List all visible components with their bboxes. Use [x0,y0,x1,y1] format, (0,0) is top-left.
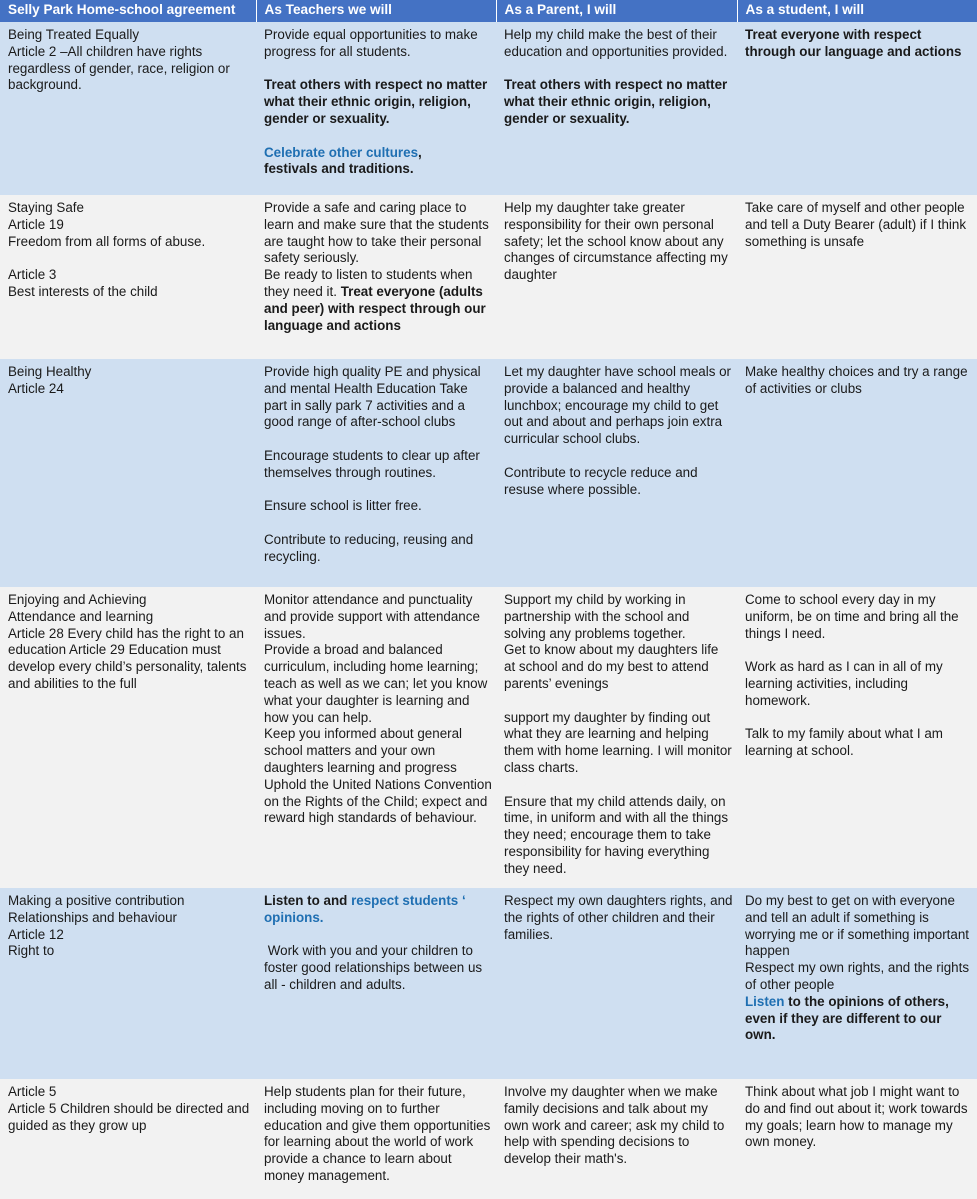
topic-article: Article 24 [8,380,64,396]
cell-teachers [256,888,496,1079]
header-student: As a student, I will [737,0,977,22]
topic-title: Enjoying and Achieving [8,592,147,607]
text: Encourage students to clear up after themselves through routines. [264,447,480,480]
cell-topic [0,1079,256,1197]
cell-topic [0,888,256,1079]
text: Provide a broad and balanced curriculum, including home learning; teach as well as we can; let you know what your daughter is learning and how you can help. [264,642,488,725]
text: Be ready to listen to students when they need it. [264,267,473,299]
cell-parent [496,359,737,587]
cell-parent [496,22,737,195]
text: Contribute to recycle reduce and resuse where possible. [504,464,698,497]
header-parent: As a Parent, I will [496,0,737,22]
topic-article: Article 3 [8,267,57,283]
text: Respect my own rights, and the rights of other people [745,960,970,992]
cell-student [737,22,977,195]
header-row [0,0,977,22]
topic-title: Being Treated Equally [8,27,140,42]
topic-text: Freedom from all forms of abuse. [8,233,206,249]
cell-topic [0,587,256,888]
header-agreement: Selly Park Home-school agreement [0,0,256,22]
topic-text: Right to [8,943,55,959]
text-bold: Treat everyone with respect through our language and actions [745,27,962,59]
topic-article: Article 19 [8,216,64,232]
cell-teachers [256,359,496,587]
topic-text: Best interests of the child [8,283,158,299]
text-bold: Treat everyone (adults and peer) with respect through our language and actions [264,283,486,333]
text: Support my child by working in partnership with the school and solving any problems together. [504,592,690,641]
cell-student [737,587,977,888]
text-highlight: Listen [745,993,785,1009]
cell-student [737,195,977,359]
header-teachers: As Teachers we will [256,0,496,22]
text-highlight: Celebrate other cultures [264,144,419,160]
text: Work as hard as I can in all of my learning activities, including homework. [745,659,943,708]
text: Ensure school is litter free. [264,498,422,514]
text-bold: Treat others with respect no matter what their ethnic origin, religion, gender or sexuality. [504,77,728,126]
text-highlight: respect students ‘ opinions. [264,893,466,925]
cell-parent [496,195,737,359]
text: Come to school every day in my uniform, be on time and bring all the things I need. [745,592,959,641]
text: Keep you informed about general school matters and your own daughters learning and progress [264,726,463,775]
text: Uphold the United Nations Convention on the Rights of the Child; expect and reward high standards of behaviour. [264,776,492,826]
text: Get to know about my daughters life at school and do my best to attend parents’ evenings [504,642,719,691]
text: Provide equal opportunities to make progress for all students. [264,27,478,59]
topic-article: Article 12 [8,926,64,942]
text-bold: Listen to and [264,893,348,908]
text: Provide a safe and caring place to learn and make sure that the students are taught how to take their personal safety seriously. [264,200,489,266]
topic-article: Article 2 –All children have rights regardless of gender, race, religion or background. [8,43,230,93]
text: Make healthy choices and try a range of activities or clubs [745,364,968,396]
cell-topic [0,195,256,359]
cell-topic [0,22,256,195]
text: Respect my own daughters rights, and the rights of other children and their families. [504,893,733,942]
topic-title: Making a positive contribution [8,893,185,908]
cell-parent [496,888,737,1079]
text: Involve my daughter when we make family decisions and talk about my own work and career; ask my child to help with spending decisions to develop their math's. [504,1084,725,1167]
row-staying-safe [0,195,977,359]
topic-title: Being Healthy [8,364,92,379]
topic-subtitle: Relationships and behaviour [8,909,177,925]
cell-parent [496,1079,737,1197]
text-bold: to the opinions of others, even if they are different to our own. [745,993,949,1043]
row-being-healthy [0,359,977,587]
cell-teachers [256,22,496,195]
text: Take care of myself and other people and tell a Duty Bearer (adult) if I think something is unsafe [745,200,967,249]
text: Help my child make the best of their education and opportunities provided. [504,27,728,59]
cell-student [737,359,977,587]
text: Help my daughter take greater responsibility for their own personal safety; let the school know about any changes of circumstance affecting my daughter [504,200,728,283]
row-treated-equally [0,22,977,195]
cell-topic [0,359,256,587]
cell-parent [496,587,737,888]
text: Do my best to get on with everyone and tell an adult if something is worrying me or if something important happen [745,893,970,959]
text: Work with you and your children to foster good relationships between us all - children and adults. [264,943,486,992]
text: support my daughter by finding out what they are learning and helping them with home learning. I will monitor class charts. [504,709,732,775]
topic-title: Staying Safe [8,200,84,215]
text: Let my daughter have school meals or provide a balanced and healthy lunchbox; encourage my child to get out and about and perhaps join extra curricular school clubs. [504,364,732,447]
cell-teachers [256,1079,496,1197]
text-bold: festivals and traditions. [264,161,414,177]
text: Ensure that my child attends daily, on time, in uniform and with all the things they need; encourage them to take responsibility for having everything they need. [504,793,729,876]
text: Help students plan for their future, including moving on to further education and give them opportunities for learning about the world of work provide a chance to learn about money management. [264,1084,491,1183]
cell-teachers [256,195,496,359]
row-enjoying-achieving [0,587,977,888]
topic-text: Article 28 Every child has the right to an education Article 29 Education must develop every child’s personality, talents and abilities to the full [8,625,247,691]
text: Contribute to reducing, reusing and recycling. [264,531,474,564]
cell-teachers [256,587,496,888]
row-positive-contribution [0,888,977,1079]
text-bold: , [418,144,422,160]
topic-text: Article 5 Children should be directed and guided as they grow up [8,1100,250,1133]
cell-student [737,1079,977,1197]
cell-student [737,888,977,1079]
topic-article: Article 5 [8,1084,57,1099]
text: Monitor attendance and punctuality and provide support with attendance issues. [264,592,480,641]
text: Talk to my family about what I am learning at school. [745,726,943,759]
topic-subtitle: Attendance and learning [8,608,154,624]
text-bold: Treat others with respect no matter what their ethnic origin, religion, gender or sexuality. [264,77,488,126]
row-article-5 [0,1079,977,1197]
text: Think about what job I might want to do and find out about it; work towards my goals; learn how to manage my own money. [745,1084,968,1150]
text: Provide high quality PE and physical and mental Health Education Take part in sally park 7 activities and a good range of after-school clubs [264,364,481,430]
